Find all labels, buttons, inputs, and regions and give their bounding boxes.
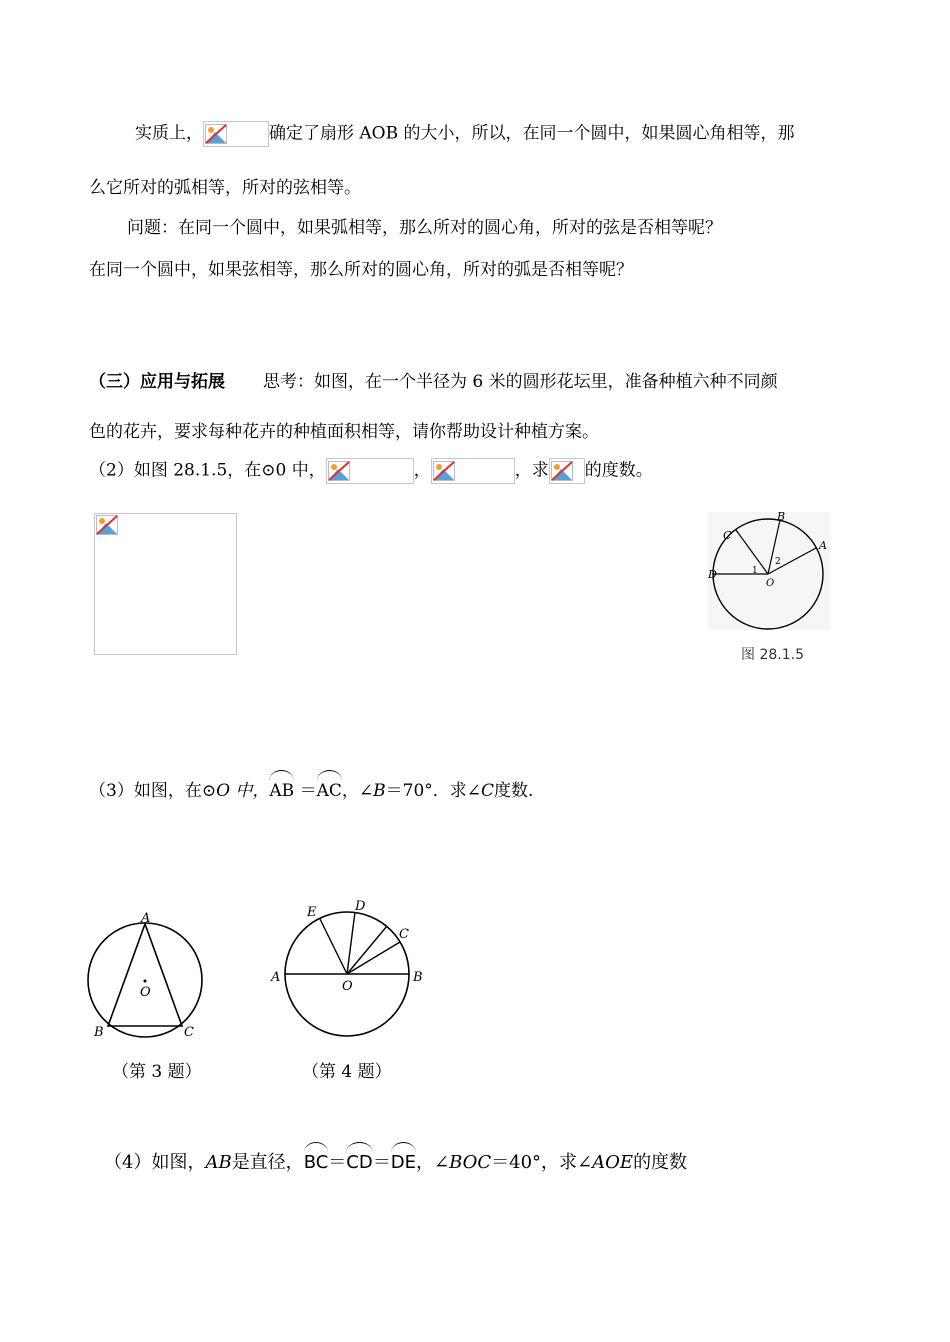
label-e: E — [307, 905, 317, 920]
radius-oc — [347, 942, 400, 974]
figure-3-diagram — [80, 905, 215, 1040]
label-a: A — [271, 970, 281, 985]
figure-3-caption: （第 3 题） — [112, 1062, 202, 1082]
arc-bc: BC — [304, 1145, 329, 1175]
problem-4: （4）如图，AB是直径，BC＝CD＝DE，∠BOC＝40°，求∠AOE的度数 — [104, 1145, 687, 1175]
label-c: C — [723, 529, 732, 542]
triangle-abc — [108, 924, 182, 1026]
paragraph-essence: 实质上， 确定了扇形 AOB 的大小，所以，在同一个圆中，如果圆心角相等，那 — [135, 121, 795, 147]
label-angle-1: 1 — [752, 566, 758, 576]
broken-image-icon — [203, 121, 269, 147]
label-o: O — [140, 985, 151, 1000]
label-b: B — [413, 970, 423, 985]
problem-3: （3）如图，在⊙O 中，AB ＝AC，∠B＝70°．求∠C度数. — [89, 773, 533, 803]
arc-ab: AB — [269, 773, 294, 803]
broken-image-icon — [326, 458, 414, 484]
section-heading: （三）应用与拓展 — [89, 372, 225, 392]
broken-image-icon — [431, 458, 515, 484]
question-arc: 问题：在同一个圆中，如果弧相等，那么所对的圆心角，所对的弦是否相等呢？ — [127, 218, 722, 238]
figure-4-caption: （第 4 题） — [302, 1062, 392, 1082]
paragraph-essence-cont: 么它所对的弧相等，所对的弦相等。 — [89, 178, 361, 198]
arc-ac: AC — [317, 773, 342, 803]
label-o: O — [766, 578, 775, 589]
label-d: D — [355, 899, 366, 914]
label-d: D — [708, 568, 717, 581]
think-cont: 色的花卉，要求每种花卉的种植面积相等，请你帮助设计种植方案。 — [89, 422, 599, 442]
radius-od-right — [347, 926, 387, 974]
center-dot — [144, 980, 147, 983]
broken-image-placeholder — [94, 513, 237, 655]
label-o: O — [342, 979, 353, 994]
figure-28-1-5 — [708, 512, 830, 630]
figure-4-diagram — [265, 895, 435, 1045]
label-angle-2: 2 — [775, 557, 781, 567]
broken-image-icon — [549, 458, 585, 484]
radius-oe — [320, 919, 347, 974]
label-c: C — [184, 1025, 194, 1040]
label-b: B — [94, 1025, 104, 1040]
broken-image-icon — [96, 515, 118, 535]
label-a: A — [141, 911, 151, 926]
section-heading-row: （三）应用与拓展 思考：如图，在一个半径为 6 米的圆形花坛里，准备种植六种不同颜 — [89, 372, 778, 392]
arc-de: DE — [391, 1145, 416, 1175]
question-chord: 在同一个圆中，如果弦相等，那么所对的圆心角，所对的弧是否相等呢？ — [89, 260, 633, 280]
arc-cd: CD — [346, 1145, 372, 1175]
problem-2: （2）如图 28.1.5，在⊙0 中， ， ，求 的度数。 — [89, 458, 653, 484]
figure-caption: 图 28.1.5 — [741, 647, 804, 663]
label-c: C — [399, 927, 409, 942]
label-a: A — [819, 539, 827, 552]
figure-28-1-5-diagram — [708, 512, 830, 630]
radius-od — [347, 912, 355, 974]
label-b: B — [777, 512, 786, 523]
